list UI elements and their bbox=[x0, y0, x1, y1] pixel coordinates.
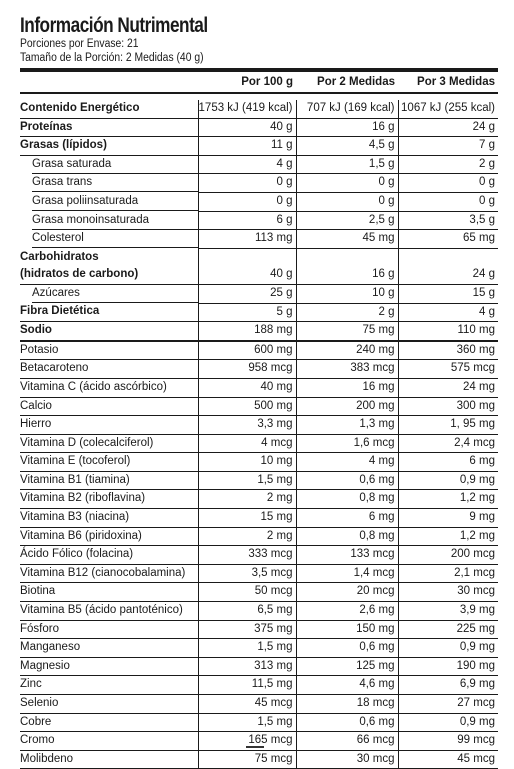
value-per-2-servings: 0,6 mg bbox=[296, 713, 398, 732]
value-per-3-servings: 24 mg bbox=[398, 378, 498, 397]
nutrient-label: Vitamina B6 (piridoxina) bbox=[20, 527, 198, 546]
value-per-2-servings: 18 mcg bbox=[296, 695, 398, 714]
value-per-100g: 2 mg bbox=[198, 527, 296, 546]
nutrient-label: Grasas (lípidos) bbox=[20, 137, 198, 156]
value-per-2-servings: 1,4 mcg bbox=[296, 564, 398, 583]
value-per-2-servings: 133 mcg bbox=[296, 546, 398, 565]
value-per-3-servings: 2,4 mcg bbox=[398, 434, 498, 453]
value-per-2-servings: 20 mcg bbox=[296, 583, 398, 602]
value-per-2-servings: 0 g bbox=[296, 192, 398, 211]
value-per-3-servings: 24 g bbox=[398, 118, 498, 137]
nutrient-row bbox=[20, 303, 498, 322]
value-per-2-servings: 0,8 mg bbox=[296, 490, 398, 509]
value-per-100g: 2 mg bbox=[198, 490, 296, 509]
nutrient-row bbox=[20, 137, 498, 156]
nutrient-row bbox=[20, 284, 498, 303]
nutrient-row bbox=[20, 695, 498, 714]
nutrient-row bbox=[20, 583, 498, 602]
value-per-3-servings: 300 mg bbox=[398, 397, 498, 416]
nutrient-label: Vitamina C (ácido ascórbico) bbox=[20, 378, 198, 397]
nutrient-label: Molibdeno bbox=[20, 750, 198, 769]
nutrient-row bbox=[20, 266, 498, 284]
value-per-3-servings: 0,9 mg bbox=[398, 471, 498, 490]
value-per-2-servings: 30 mcg bbox=[296, 750, 398, 769]
value-per-2-servings: 2,6 mg bbox=[296, 602, 398, 621]
value-per-3-servings: 360 mg bbox=[398, 341, 498, 360]
nutrient-label: Vitamina B2 (riboflavina) bbox=[20, 490, 198, 509]
value-per-100g: 113 mg bbox=[198, 230, 296, 249]
value-per-2-servings: 6 mg bbox=[296, 509, 398, 528]
value-per-3-servings: 1,2 mg bbox=[398, 490, 498, 509]
nutrition-table bbox=[20, 72, 498, 769]
value-per-100g: 165 mcg bbox=[198, 732, 296, 751]
panel-title: Información Nutrimental bbox=[20, 14, 208, 37]
nutrient-row bbox=[20, 453, 498, 472]
value-per-2-servings: 16 g bbox=[296, 266, 398, 284]
value-per-3-servings: 190 mg bbox=[398, 657, 498, 676]
nutrient-row bbox=[20, 657, 498, 676]
nutrient-row bbox=[20, 322, 498, 341]
nutrient-row bbox=[20, 341, 498, 360]
nutrient-label: Vitamina B3 (niacina) bbox=[20, 509, 198, 528]
nutrient-label: Grasa saturada bbox=[20, 155, 198, 174]
value-per-100g: 40 g bbox=[198, 118, 296, 137]
column-header-row bbox=[20, 72, 498, 93]
value-per-3-servings: 200 mcg bbox=[398, 546, 498, 565]
value-per-100g bbox=[198, 248, 296, 266]
nutrient-row bbox=[20, 490, 498, 509]
value-per-2-servings: 2 g bbox=[296, 303, 398, 322]
value-per-3-servings: 45 mcg bbox=[398, 750, 498, 769]
value-per-100g: 5 g bbox=[198, 303, 296, 322]
value-per-100g: 40 mg bbox=[198, 378, 296, 397]
nutrient-label: Vitamina B1 (tiamina) bbox=[20, 471, 198, 490]
value-per-2-servings: 1,3 mg bbox=[296, 416, 398, 435]
nutrient-label: (hidratos de carbono) bbox=[20, 266, 198, 284]
value-per-2-servings: 0,8 mg bbox=[296, 527, 398, 546]
value-per-3-servings: 0,9 mg bbox=[398, 713, 498, 732]
header-rule bbox=[20, 93, 498, 100]
nutrient-label: Vitamina D (colecalciferol) bbox=[20, 434, 198, 453]
nutrient-row bbox=[20, 713, 498, 732]
nutrient-label: Zinc bbox=[20, 676, 198, 695]
value-per-100g: 600 mg bbox=[198, 341, 296, 360]
value-per-100g: 4 mcg bbox=[198, 434, 296, 453]
nutrient-label: Contenido Energético bbox=[20, 100, 198, 118]
value-per-3-servings: 65 mg bbox=[398, 230, 498, 249]
value-per-3-servings: 6 mg bbox=[398, 453, 498, 472]
nutrient-label: Cobre bbox=[20, 713, 198, 732]
value-per-2-servings: 707 kJ (169 kcal) bbox=[296, 100, 398, 118]
value-per-3-servings: 1,2 mg bbox=[398, 527, 498, 546]
value-per-3-servings: 27 mcg bbox=[398, 695, 498, 714]
value-per-3-servings: 2 g bbox=[398, 155, 498, 174]
value-per-2-servings: 4,6 mg bbox=[296, 676, 398, 695]
nutrient-row bbox=[20, 360, 498, 379]
nutrient-row bbox=[20, 546, 498, 565]
value-per-2-servings: 75 mg bbox=[296, 322, 398, 341]
nutrient-label: Vitamina B12 (cianocobalamina) bbox=[20, 564, 198, 583]
nutrient-label: Cromo bbox=[20, 732, 198, 751]
nutrient-row bbox=[20, 378, 498, 397]
value-per-3-servings: 110 mg bbox=[398, 322, 498, 341]
nutrient-row bbox=[20, 602, 498, 621]
nutrient-row bbox=[20, 434, 498, 453]
col-header-per-100g: Por 100 g bbox=[241, 76, 293, 88]
nutrient-label: Grasa poliinsaturada bbox=[20, 192, 198, 211]
value-per-2-servings: 10 g bbox=[296, 284, 398, 303]
value-per-100g: 1,5 mg bbox=[198, 471, 296, 490]
value-per-2-servings: 200 mg bbox=[296, 397, 398, 416]
nutrient-label: Magnesio bbox=[20, 657, 198, 676]
value-per-100g: 1753 kJ (419 kcal) bbox=[198, 100, 296, 118]
value-per-100g: 25 g bbox=[198, 284, 296, 303]
bottom-tab-mark bbox=[246, 746, 264, 754]
value-per-100g: 45 mcg bbox=[198, 695, 296, 714]
value-per-3-servings: 24 g bbox=[398, 266, 498, 284]
value-per-2-servings: 4 mg bbox=[296, 453, 398, 472]
nutrient-label: Ácido Fólico (folacina) bbox=[20, 546, 198, 565]
value-per-100g: 500 mg bbox=[198, 397, 296, 416]
value-per-100g: 6,5 mg bbox=[198, 602, 296, 621]
value-per-3-servings: 0,9 mg bbox=[398, 639, 498, 658]
nutrient-label: Biotina bbox=[20, 583, 198, 602]
nutrient-label: Vitamina B5 (ácido pantoténico) bbox=[20, 602, 198, 621]
nutrient-label: Selenio bbox=[20, 695, 198, 714]
value-per-100g: 3,3 mg bbox=[198, 416, 296, 435]
nutrient-row bbox=[20, 155, 498, 174]
value-per-3-servings: 0 g bbox=[398, 192, 498, 211]
nutrient-row bbox=[20, 676, 498, 695]
nutrition-facts-panel bbox=[20, 14, 498, 769]
value-per-2-servings: 383 mcg bbox=[296, 360, 398, 379]
value-per-100g: 188 mg bbox=[198, 322, 296, 341]
nutrient-row bbox=[20, 174, 498, 193]
nutrient-row bbox=[20, 211, 498, 230]
value-per-2-servings: 240 mg bbox=[296, 341, 398, 360]
nutrient-row bbox=[20, 509, 498, 528]
value-per-3-servings: 1, 95 mg bbox=[398, 416, 498, 435]
nutrient-row bbox=[20, 100, 498, 118]
nutrient-row bbox=[20, 416, 498, 435]
nutrient-row bbox=[20, 192, 498, 211]
value-per-3-servings: 9 mg bbox=[398, 509, 498, 528]
value-per-100g: 50 mcg bbox=[198, 583, 296, 602]
value-per-3-servings: 3,5 g bbox=[398, 211, 498, 230]
nutrient-label: Azúcares bbox=[20, 284, 198, 303]
serving-size: Tamaño de la Porción: 2 Medidas (40 g) bbox=[20, 51, 204, 64]
value-per-2-servings bbox=[296, 248, 398, 266]
nutrient-row bbox=[20, 527, 498, 546]
nutrient-row bbox=[20, 230, 498, 249]
value-per-100g: 0 g bbox=[198, 192, 296, 211]
value-per-2-servings: 1,6 mcg bbox=[296, 434, 398, 453]
value-per-100g: 11 g bbox=[198, 137, 296, 156]
value-per-3-servings: 30 mcg bbox=[398, 583, 498, 602]
value-per-100g: 4 g bbox=[198, 155, 296, 174]
nutrient-row bbox=[20, 564, 498, 583]
value-per-100g: 40 g bbox=[198, 266, 296, 284]
value-per-100g: 313 mg bbox=[198, 657, 296, 676]
value-per-3-servings: 225 mg bbox=[398, 620, 498, 639]
value-per-100g: 958 mcg bbox=[198, 360, 296, 379]
nutrient-label: Carbohidratos bbox=[20, 248, 198, 266]
nutrient-label: Grasa monoinsaturada bbox=[20, 211, 198, 230]
nutrient-label: Fibra Dietética bbox=[20, 303, 198, 322]
nutrient-label: Hierro bbox=[20, 416, 198, 435]
nutrient-row bbox=[20, 397, 498, 416]
value-per-3-servings: 15 g bbox=[398, 284, 498, 303]
value-per-100g: 375 mg bbox=[198, 620, 296, 639]
value-per-3-servings: 6,9 mg bbox=[398, 676, 498, 695]
value-per-2-servings: 45 mg bbox=[296, 230, 398, 249]
value-per-3-servings: 7 g bbox=[398, 137, 498, 156]
value-per-2-servings: 66 mcg bbox=[296, 732, 398, 751]
value-per-100g: 15 mg bbox=[198, 509, 296, 528]
nutrient-row bbox=[20, 248, 498, 266]
nutrient-label: Grasa trans bbox=[20, 174, 198, 193]
nutrient-label: Calcio bbox=[20, 397, 198, 416]
value-per-2-servings: 16 mg bbox=[296, 378, 398, 397]
value-per-100g: 11,5 mg bbox=[198, 676, 296, 695]
value-per-2-servings: 150 mg bbox=[296, 620, 398, 639]
nutrient-label: Sodio bbox=[20, 322, 198, 341]
value-per-3-servings: 4 g bbox=[398, 303, 498, 322]
value-per-3-servings bbox=[398, 248, 498, 266]
value-per-100g: 10 mg bbox=[198, 453, 296, 472]
nutrient-label: Proteínas bbox=[20, 118, 198, 137]
nutrient-row bbox=[20, 620, 498, 639]
value-per-100g: 3,5 mcg bbox=[198, 564, 296, 583]
value-per-2-servings: 0 g bbox=[296, 174, 398, 193]
value-per-100g: 75 mcg bbox=[198, 750, 296, 769]
value-per-2-servings: 0,6 mg bbox=[296, 639, 398, 658]
value-per-2-servings: 1,5 g bbox=[296, 155, 398, 174]
value-per-2-servings: 16 g bbox=[296, 118, 398, 137]
value-per-3-servings: 99 mcg bbox=[398, 732, 498, 751]
value-per-3-servings: 2,1 mcg bbox=[398, 564, 498, 583]
nutrient-label: Manganeso bbox=[20, 639, 198, 658]
nutrient-row bbox=[20, 639, 498, 658]
nutrient-label: Betacaroteno bbox=[20, 360, 198, 379]
nutrient-row bbox=[20, 118, 498, 137]
value-per-100g: 1,5 mg bbox=[198, 639, 296, 658]
servings-per-container: Porciones por Envase: 21 bbox=[20, 38, 139, 50]
value-per-100g: 6 g bbox=[198, 211, 296, 230]
value-per-100g: 333 mcg bbox=[198, 546, 296, 565]
nutrient-label: Colesterol bbox=[20, 230, 198, 249]
nutrient-label: Fósforo bbox=[20, 620, 198, 639]
value-per-2-servings: 125 mg bbox=[296, 657, 398, 676]
col-header-per-2-servings: Por 2 Medidas bbox=[317, 76, 395, 88]
col-header-per-3-servings: Por 3 Medidas bbox=[417, 76, 495, 88]
value-per-2-servings: 4,5 g bbox=[296, 137, 398, 156]
value-per-2-servings: 0,6 mg bbox=[296, 471, 398, 490]
value-per-3-servings: 575 mcg bbox=[398, 360, 498, 379]
nutrient-row bbox=[20, 471, 498, 490]
value-per-100g: 1,5 mg bbox=[198, 713, 296, 732]
value-per-2-servings: 2,5 g bbox=[296, 211, 398, 230]
value-per-3-servings: 0 g bbox=[398, 174, 498, 193]
nutrient-label: Vitamina E (tocoferol) bbox=[20, 453, 198, 472]
value-per-3-servings: 1067 kJ (255 kcal) bbox=[398, 100, 498, 118]
nutrient-label: Potasio bbox=[20, 341, 198, 360]
value-per-3-servings: 3,9 mg bbox=[398, 602, 498, 621]
value-per-100g: 0 g bbox=[198, 174, 296, 193]
